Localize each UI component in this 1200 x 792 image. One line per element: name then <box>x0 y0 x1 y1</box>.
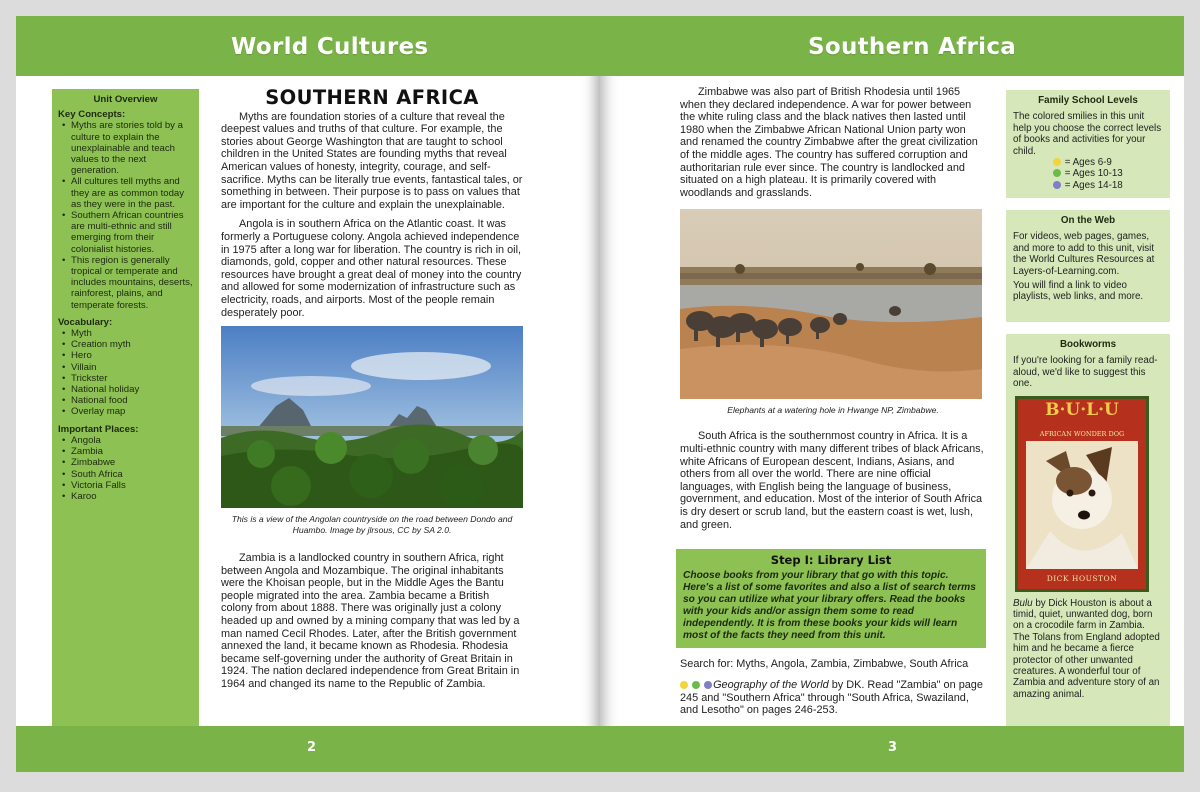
family-levels-text: The colored smilies in this unit help you choose the correct levels of books and activities for your child. <box>1013 111 1162 157</box>
bulu-book-cover <box>1015 396 1149 592</box>
step-title: Step I: Library List <box>770 553 892 568</box>
list-item: • Hero <box>58 350 193 361</box>
on-the-web-text-2: You will find a link to video playlists, web links, and more. <box>1013 280 1144 303</box>
elephants-photo-caption: Elephants at a watering hole in Hwange NP, Zimbabwe. <box>727 405 939 416</box>
family-levels-title: Family School Levels <box>1038 95 1138 106</box>
unit-overview-sidebar <box>52 89 199 729</box>
level-label: = Ages 14-18 <box>1064 179 1123 191</box>
page-header-title: World Cultures <box>231 34 429 60</box>
on-the-web-box <box>1006 210 1170 322</box>
level-label: = Ages 10-13 <box>1064 168 1123 180</box>
library-list-step-box <box>676 549 986 648</box>
cover-subtitle: AFRICAN WONDER DOG <box>1039 429 1125 438</box>
list-item: • Trickster <box>58 373 193 384</box>
purple-smiley-icon <box>1053 181 1061 189</box>
yellow-smiley-icon <box>680 681 688 689</box>
family-school-levels-box <box>1006 90 1170 198</box>
elephants-photo <box>680 209 982 399</box>
cover-author: DICK HOUSTON <box>1046 574 1118 584</box>
right-article-column <box>680 86 986 717</box>
angola-countryside-photo <box>221 326 523 508</box>
list-item: • National holiday <box>58 384 193 395</box>
paragraph-south-africa: South Africa is the southernmost country in Africa. It is a multi-ethnic country with many different tribes of black Africans, white Africans of European descent, Indians, Asians, and others from all over the world. There are nine official languages, with English being the language of business, government, and education. Most of the interior of South Africa is dry desert or scrub land, but the eastern coast is wet, lush, and green. <box>680 430 984 531</box>
list-item: • Myth <box>58 328 193 339</box>
bookworms-box <box>1006 334 1170 726</box>
page-header-title: Southern Africa <box>808 34 1017 60</box>
important-places-list <box>58 435 193 502</box>
bookworms-intro: If you're looking for a family read-aloud, we'd like to suggest this one. <box>1013 355 1158 390</box>
list-item: • Myths are stories told by a culture to explain the unexplainable and teach values to the next generation. <box>58 120 193 176</box>
list-item: • Southern African countries are multi-ethnic and still emerging from their colonialist histories. <box>58 210 193 255</box>
level-label: = Ages 6-9 <box>1064 157 1112 169</box>
bookworms-description <box>1013 598 1163 701</box>
list-item: • Zimbabwe <box>58 457 193 468</box>
left-article-column <box>221 86 523 698</box>
list-item: • Angola <box>58 435 193 446</box>
dog-illustration <box>1026 441 1138 569</box>
list-item: • Victoria Falls <box>58 480 193 491</box>
green-smiley-icon <box>1053 169 1061 177</box>
on-the-web-title: On the Web <box>1060 215 1116 226</box>
list-item: • This region is generally tropical or temperate and includes mountains, deserts, rainforest, plains, and temperate forests. <box>58 255 193 311</box>
yellow-smiley-icon <box>1053 158 1061 166</box>
list-item: • Villain <box>58 362 193 373</box>
green-smiley-icon <box>692 681 700 689</box>
book-recommendation <box>680 679 986 717</box>
paragraph-zimbabwe: Zimbabwe was also part of British Rhodesia until 1965 when they declared independence. A war for power between the white ruling class and the black natives then lasted until 1980 when the Zimbabwe African National Union party won and renamed the country Zimbabwe after the great civilization of the middle ages. The country has suffered corruption and authoritarian rule ever since. The country is landlocked and situated on a high plateau. It is primarily covered with woodlands and grasslands. <box>680 86 978 199</box>
left-page <box>16 16 600 772</box>
list-item: • Zambia <box>58 446 193 457</box>
page-number: 3 <box>888 740 898 755</box>
purple-smiley-icon <box>704 681 712 689</box>
angola-landscape-image <box>221 326 523 508</box>
vocabulary-list <box>58 328 193 418</box>
list-item: • Karoo <box>58 491 193 502</box>
paragraph-zambia: Zambia is a landlocked country in southern Africa, right between Angola and Mozambique. The original inhabitants were the Khoisan people, but in the Middle Ages the Bantu people migrated into the area. Zambia became a British colony from about 1888. There was originally just a colony headed up and owned by a mining company that was led by a man named Cecil Rhodes. Later, after the British government annexed the land, it became known as Rhodesia. Rhodesia became self-governing under the authority of Great Britain in 1924. The nation declared independence from Great Britain in 1964 and changed its name to the Republic of Zambia. <box>221 552 520 691</box>
right-page <box>600 16 1184 772</box>
list-item: • Overlay map <box>58 406 193 417</box>
key-concepts-list <box>58 120 193 310</box>
book-description: by DK. Read "Zambia" on page 245 and "Southern Africa" through "South Africa, Swaziland, and Lesotho" on pages 246-253. <box>680 679 983 717</box>
step-text: Choose books from your library that go with this topic. Here's a list of some favorites and also a list of search terms so you can utilize what your library offers. Read the books with your kids and/or assign them some to read independently. It is from these books your kids will learn most of the facts they need from this unit. <box>683 569 976 641</box>
list-item: • National food <box>58 395 193 406</box>
search-terms: Search for: Myths, Angola, Zambia, Zimbabwe, South Africa <box>680 657 969 670</box>
article-title: SOUTHERN AFRICA <box>265 86 479 109</box>
paragraph-angola: Angola is in southern Africa on the Atlantic coast. It was formerly a Portuguese colony. Angola achieved independence in 1975 after a long war for liberation. The country is rich in oil, diamonds, gold, copper and other natural resources. These resources have brought a great deal of money into the country and allowed for some modernization of infrastructure such as electricity, roads, and airports. Most of the people remain desperately poor. <box>221 218 522 319</box>
level-row <box>1013 157 1163 168</box>
level-row <box>1013 180 1163 191</box>
list-item: • Creation myth <box>58 339 193 350</box>
on-the-web-text: For videos, web pages, games, and more to add to this unit, visit the World Cultures Resources at Layers-of-Learning.com. <box>1013 231 1155 277</box>
key-concepts-heading: Key Concepts: <box>58 109 126 121</box>
vocabulary-heading: Vocabulary: <box>58 316 113 328</box>
level-row <box>1013 168 1163 179</box>
elephants-waterhole-image <box>680 209 982 399</box>
bookworms-book-name: Bulu <box>1013 597 1033 609</box>
book-title: Geography of the World <box>713 679 829 692</box>
sidebar-title: Unit Overview <box>93 94 158 105</box>
list-item: • All cultures tell myths and they are as common today as they were in the past. <box>58 176 193 210</box>
paragraph-myths: Myths are foundation stories of a culture that reveal the deepest values and truths of that culture. For example, the stories about George Washington that are taught to school children in the United States are founding myths that reveal American values of honesty, integrity, courage, and self-sacrifice. Myths can be literally true events, fantastical tales, or something in between. Their purpose is to pass on values that are important for the culture and explain the unexplainable. <box>221 110 523 211</box>
cover-title: B·U·L·U <box>1045 399 1119 420</box>
list-item: • South Africa <box>58 469 193 480</box>
important-places-heading: Important Places: <box>58 423 139 435</box>
bookworms-description-text: by Dick Houston is about a timid, quiet, unwanted dog, born on a crocodile farm in Zambia. The Tolans from England adopted him and he became a fierce protector of other unwanted creatures. A wonderful tour of Zambia and adventure story of an amazing animal. <box>1013 597 1160 700</box>
bookworms-title: Bookworms <box>1059 339 1117 350</box>
angola-photo-caption: This is a view of the Angolan countryside on the road between Dondo and Huambo. Image by jlrsous, CC by SA 2.0. <box>231 514 513 536</box>
page-number: 2 <box>307 740 317 755</box>
